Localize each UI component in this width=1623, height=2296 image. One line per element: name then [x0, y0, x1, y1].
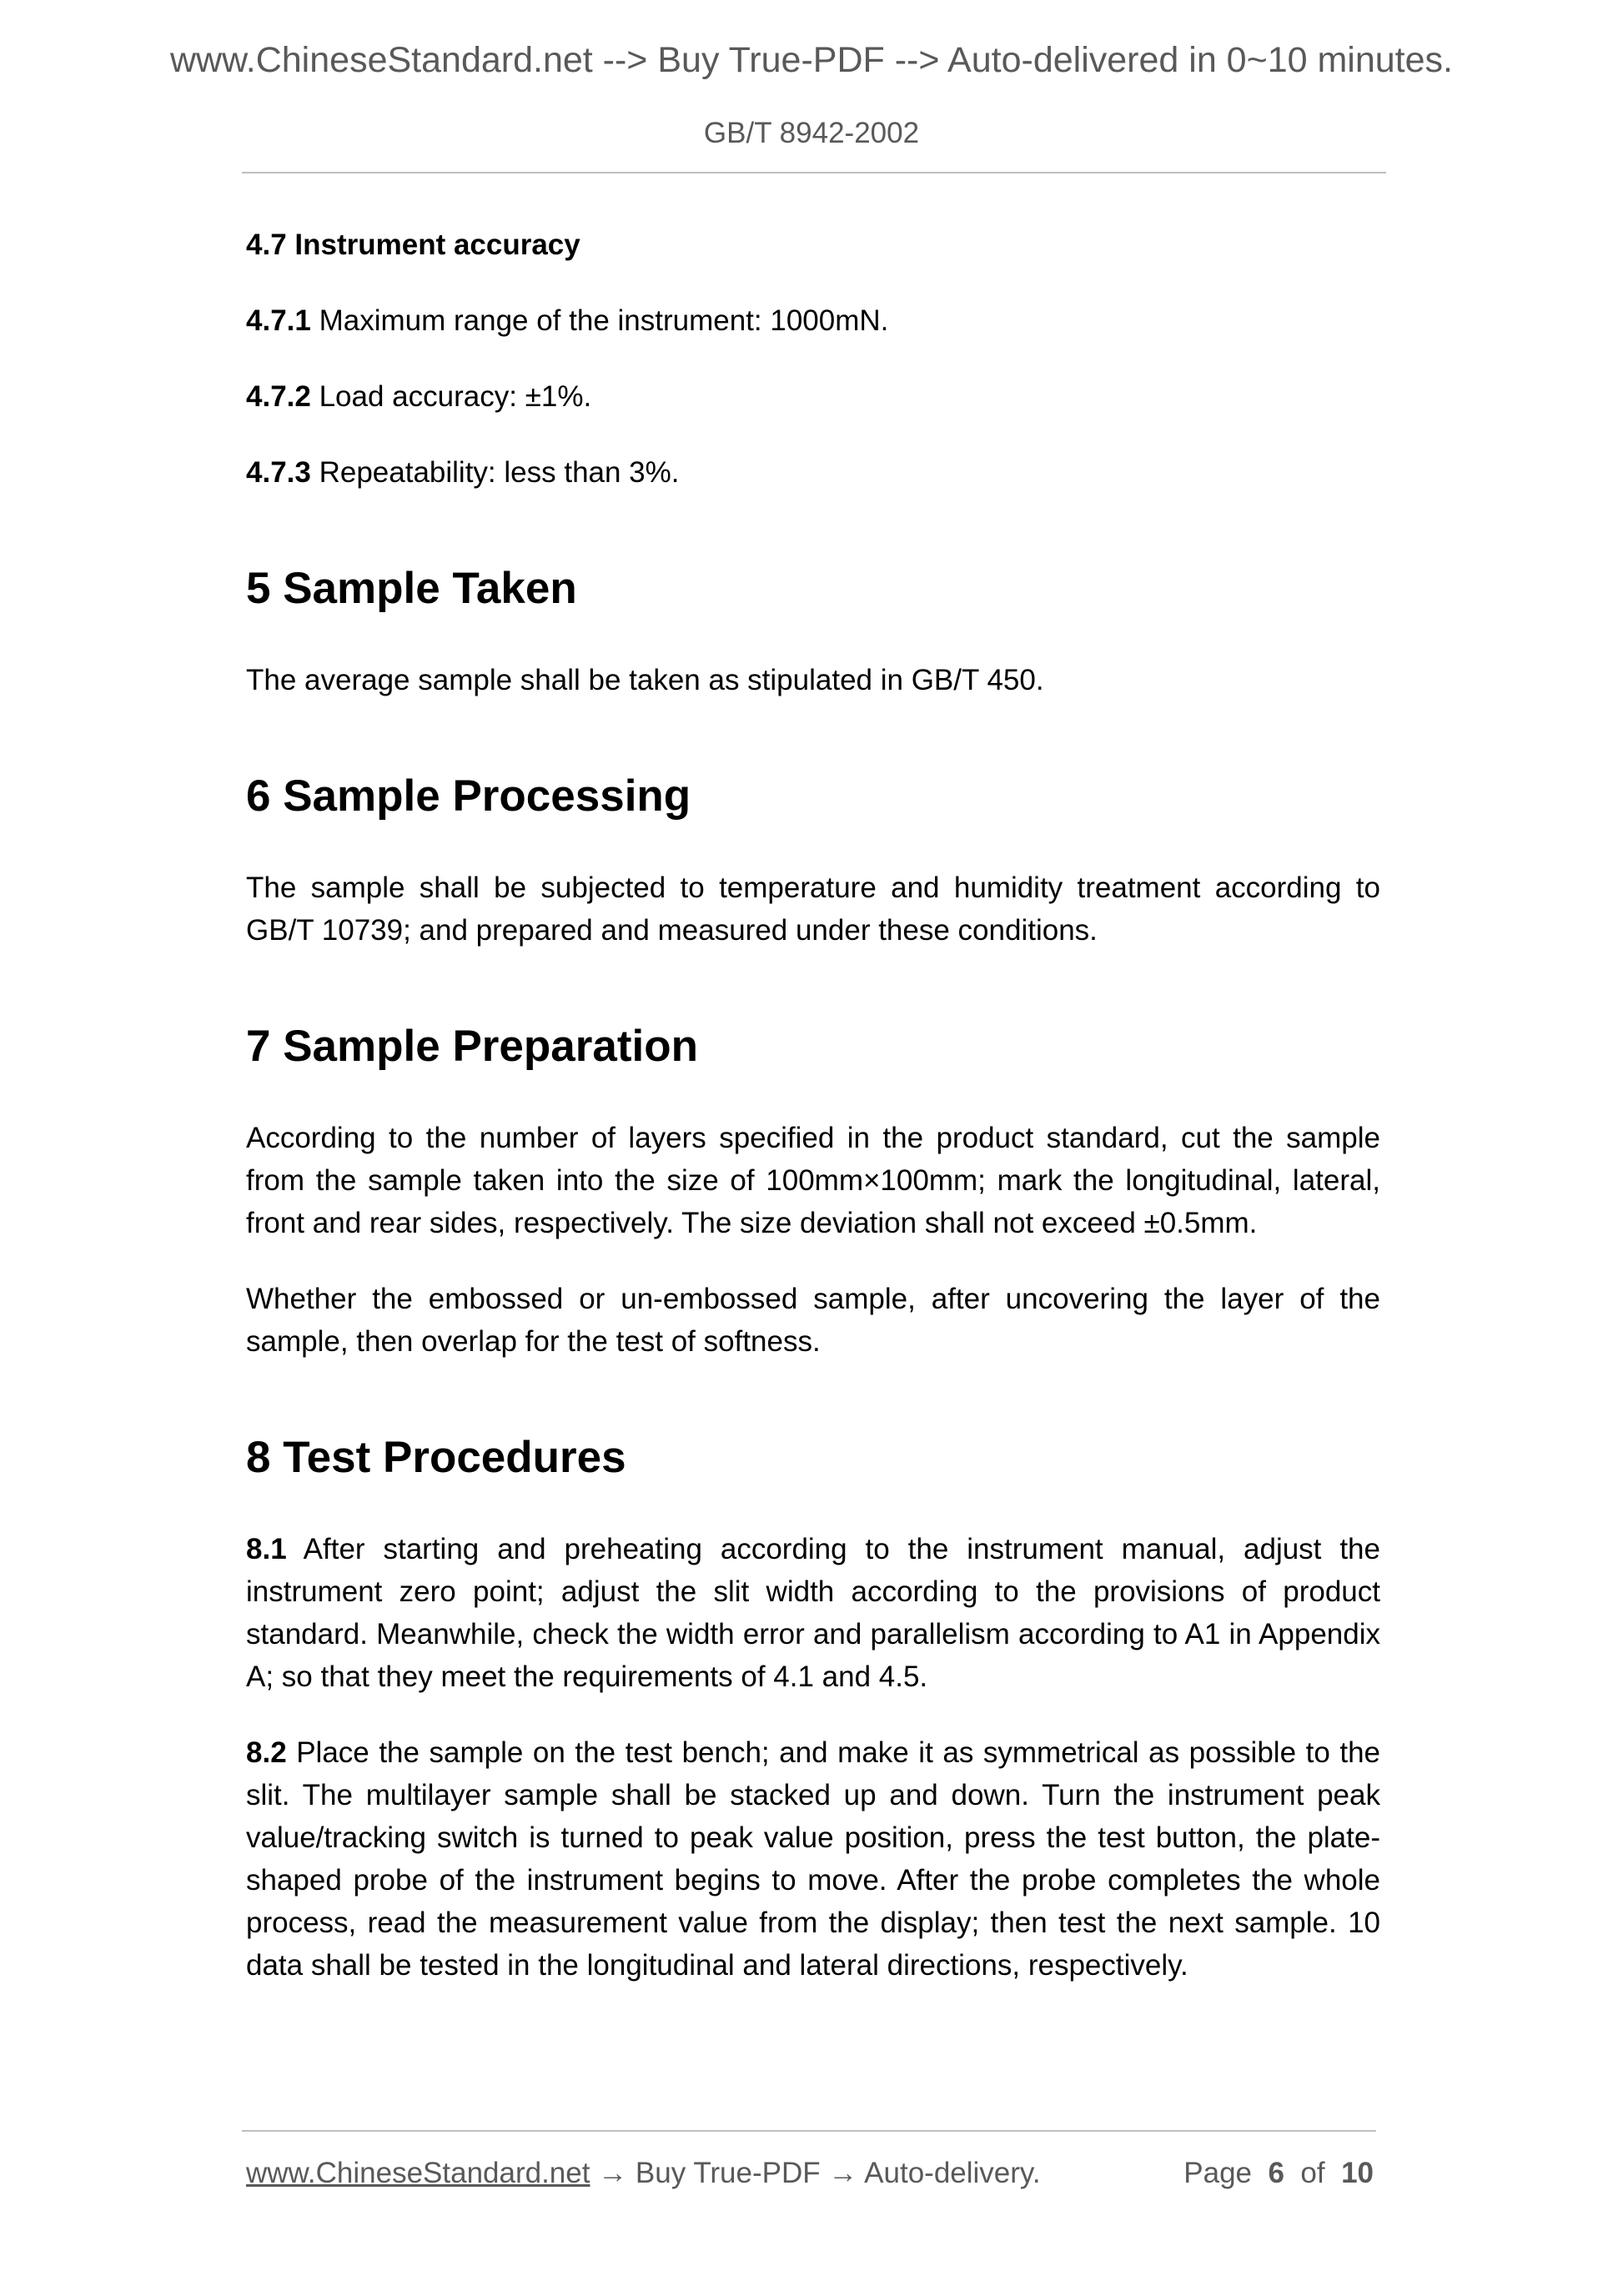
page-label: Page	[1183, 2157, 1253, 2189]
clause-text: Maximum range of the instrument: 1000mN.	[310, 304, 889, 337]
top-banner: www.ChineseStandard.net --> Buy True-PDF --> Auto-delivered in 0~10 minutes.	[169, 40, 1453, 80]
section-heading-7: 7 Sample Preparation	[246, 1022, 698, 1071]
document-code: GB/T 8942-2002	[703, 117, 920, 149]
clause-8-2	[246, 1731, 1380, 1987]
clause-number: 8.1	[246, 1533, 287, 1565]
section-7-paragraph-1: According to the number of layers specified in the product standard, cut the sample from the sample taken into the size of 100mm×100mm; mark the longitudinal, lateral, front and rear sides, respectively. The size deviation shall not exceed ±0.5mm.	[246, 1122, 1380, 1239]
clause-4-7-2	[246, 375, 1380, 418]
current-page-number: 6	[1268, 2157, 1284, 2189]
clause-text: Place the sample on the test bench; and make it as symmetrical as possible to the slit. The multilayer sample shall be stacked up and down. Turn the instrument peak value/tracking switch is turned to peak value position, press the test button, the plate-shaped probe of the instrument begins to move. After the probe completes the whole process, read the measurement value from the display; then test the next sample. 10 data shall be tested in the longitudinal and lateral directions, respectively.	[246, 1736, 1380, 1982]
page-footer	[246, 2157, 1374, 2190]
clause-number: 4.7.1	[246, 304, 311, 337]
page-indicator	[1183, 2157, 1374, 2190]
section-5-paragraph: The average sample shall be taken as stipulated in GB/T 450.	[246, 664, 1044, 696]
footer-left	[246, 2157, 1041, 2190]
of-label: of	[1300, 2157, 1325, 2189]
section-heading-6: 6 Sample Processing	[246, 771, 691, 821]
clause-number: 4.7.3	[246, 456, 311, 489]
footer-tagline: → Buy True-PDF → Auto-delivery.	[590, 2157, 1041, 2189]
clause-4-7-1	[246, 299, 1380, 342]
footer-site-link[interactable]: www.ChineseStandard.net	[246, 2157, 590, 2189]
header-divider	[242, 172, 1386, 173]
section-6-paragraph: The sample shall be subjected to temperature and humidity treatment according to GB/T 10739; and prepared and measured under these conditions.	[246, 872, 1380, 947]
section-heading-8: 8 Test Procedures	[246, 1433, 626, 1482]
clause-text: After starting and preheating according to the instrument manual, adjust the instrument zero point; adjust the slit width according to the provisions of product standard. Meanwhile, check the width error and parallelism according to A1 in Appendix A; so that they meet the requirements of 4.1 and 4.5.	[246, 1533, 1380, 1693]
clause-4-7-3	[246, 451, 1380, 494]
page-content	[246, 224, 1380, 2020]
clause-text: Load accuracy: ±1%.	[310, 380, 592, 413]
clause-number: 8.2	[246, 1736, 287, 1769]
total-pages-number: 10	[1341, 2157, 1374, 2189]
clause-8-1	[246, 1528, 1380, 1698]
section-heading-5: 5 Sample Taken	[246, 564, 577, 613]
footer-divider	[242, 2130, 1376, 2132]
subsection-heading-4-7: 4.7 Instrument accuracy	[246, 229, 580, 261]
clause-text: Repeatability: less than 3%.	[310, 456, 680, 489]
clause-number: 4.7.2	[246, 380, 311, 413]
section-7-paragraph-2: Whether the embossed or un-embossed sample, after uncovering the layer of the sample, then overlap for the test of softness.	[246, 1283, 1380, 1358]
